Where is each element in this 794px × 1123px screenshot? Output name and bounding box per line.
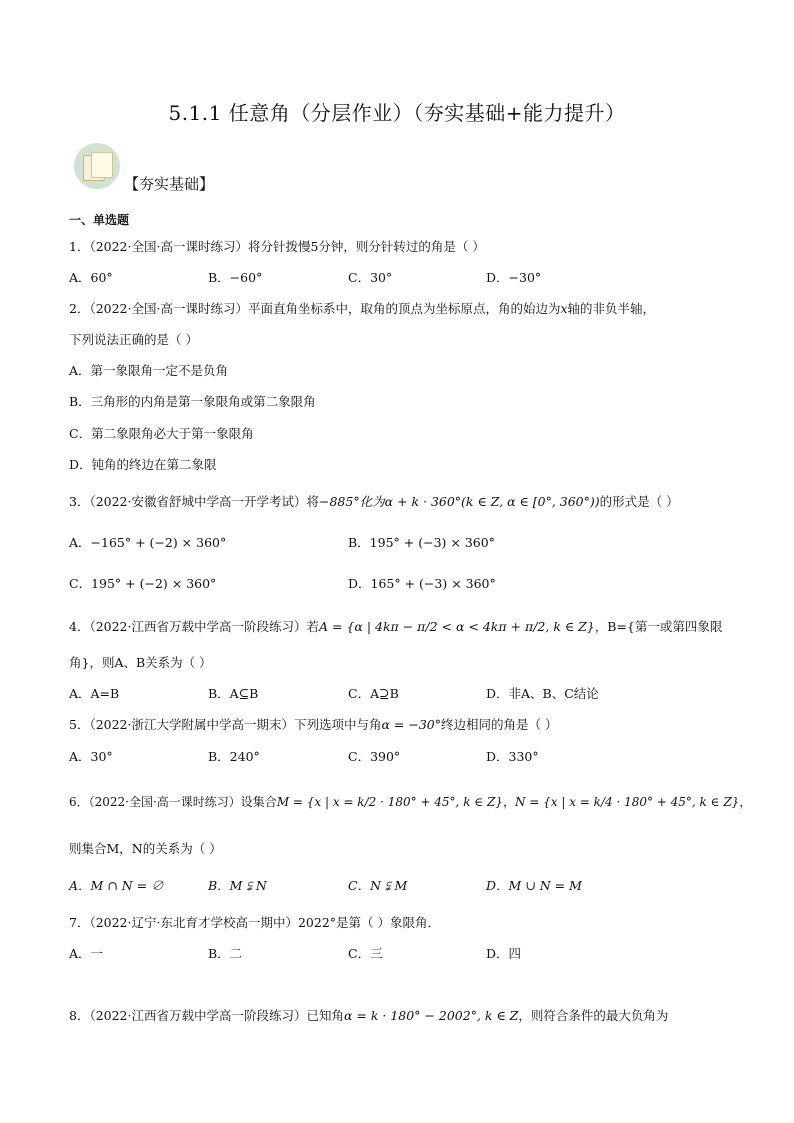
q4-option-a: A．A=B	[69, 686, 120, 701]
question-2-stem-cont: 下列说法正确的是（ ）	[69, 332, 198, 347]
q3-option-a: A．−165° + (−2) × 360°	[69, 535, 227, 550]
q1-option-a: A．60°	[69, 270, 113, 285]
page-title: 5.1.1 任意角（分层作业）（夯实基础+能力提升）	[168, 101, 626, 125]
q4-option-d: D．非A、B、C结论	[486, 686, 599, 701]
q7-option-c: C．三	[348, 946, 383, 961]
q5-option-a: A．30°	[69, 749, 113, 764]
q2-option-a: A．第一象限角一定不是负角	[69, 363, 229, 378]
q2-option-d: D．钝角的终边在第二象限	[69, 457, 217, 472]
question-6-stem-cont: 则集合M，N的关系为（ ）	[69, 841, 222, 856]
section-heading: 【夯实基础】	[124, 175, 215, 193]
question-4-stem: 4．（2022·江西省万载中学高一阶段练习）若A = {α | 4kπ − π/2 < α < 4kπ + π/2, k ∈ Z}，B={第一或第四象限	[69, 619, 723, 634]
question-3-stem: 3．（2022·安徽省舒城中学高一开学考试）将−885°化为α + k · 360°(k ∈ Z, α ∈ [0°, 360°))的形式是（ ）	[69, 494, 679, 509]
q1-option-c: C．30°	[348, 270, 393, 285]
q7-option-a: A．一	[69, 946, 104, 961]
q7-option-b: B．二	[208, 946, 243, 961]
question-6-stem: 6．（2022·全国·高一课时练习）设集合M = {x | x = k/2 · 180° + 45°, k ∈ Z}，N = {x | x = k/4 · 180° + 45°, k ∈ Z}，	[69, 795, 752, 809]
q7-option-d: D．四	[486, 946, 522, 961]
q6-option-a: A．M ∩ N = ∅	[69, 878, 164, 893]
q5-option-d: D．330°	[486, 749, 539, 764]
q3-option-b: B．195° + (−3) × 360°	[348, 535, 495, 550]
question-7-stem: 7．（2022·辽宁·东北育才学校高一期中）2022°是第（ ）象限角．	[69, 915, 440, 930]
q3-option-c: C．195° + (−2) × 360°	[69, 576, 217, 591]
q1-option-d: D．−30°	[486, 270, 542, 285]
question-5-stem: 5．（2022·浙江大学附属中学高一期末）下列选项中与角α = −30°终边相同的角是（ ）	[69, 717, 558, 732]
q6-option-d: D．M ∪ N = M	[486, 878, 582, 893]
q4-option-b: B．A⊆B	[208, 686, 259, 701]
q6-option-b: B．M ⫋ N	[208, 878, 267, 893]
q4-option-c: C．A⊇B	[348, 686, 399, 701]
question-4-stem-cont: 角}，则A、B关系为（ ）	[69, 655, 212, 670]
q2-option-b: B．三角形的内角是第一象限角或第二象限角	[69, 394, 316, 409]
documents-icon	[74, 143, 120, 189]
part-heading: 一、单选题	[69, 213, 130, 227]
question-1-stem: 1．（2022·全国·高一课时练习）将分针拨慢5分钟，则分针转过的角是（ ）	[69, 239, 485, 254]
q2-option-c: C．第二象限角必大于第一象限角	[69, 426, 254, 441]
question-2-stem: 2．（2022·全国·高一课时练习）平面直角坐标系中，取角的顶点为坐标原点，角的始边为x轴的非负半轴，	[69, 301, 656, 316]
q6-option-c: C．N ⫋ M	[348, 878, 408, 893]
q5-option-c: C．390°	[348, 749, 401, 764]
q1-option-b: B．−60°	[208, 270, 263, 285]
question-8-stem: 8．（2022·江西省万载中学高一阶段练习）已知角α = k · 180° − 2002°, k ∈ Z，则符合条件的最大负角为	[69, 1008, 669, 1023]
q3-option-d: D．165° + (−3) × 360°	[348, 576, 496, 591]
q5-option-b: B．240°	[208, 749, 260, 764]
